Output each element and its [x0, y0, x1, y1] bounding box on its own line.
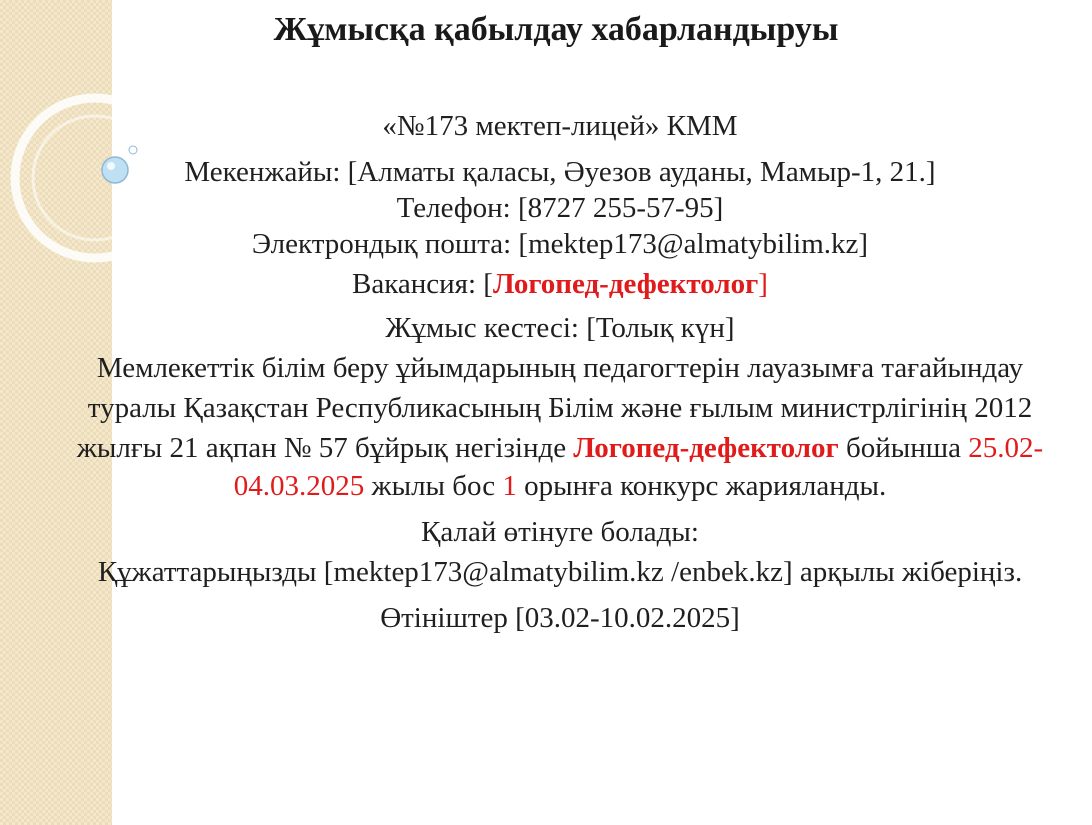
body-line-4-suffix: орынға конкурс жарияланды.	[516, 470, 887, 502]
phone-line: Телефон: [8727 255-57-95]	[396, 192, 724, 224]
body-line-1: Мемлекеттік білім беру ұйымдарының педагогтерін лауазымға тағайындау	[96, 352, 1024, 384]
schedule-line: Жұмыс кестесі: [Толық күн]	[385, 312, 735, 344]
body-line-3-mid: бойынша	[838, 432, 969, 464]
body-date-start: 25.02-	[968, 432, 1044, 464]
body-line-4-mid: жылы бос	[364, 470, 503, 502]
body-line-4	[20, 470, 1092, 503]
body-line-3	[20, 432, 1092, 465]
vacancy-value: Логопед-дефектолог	[492, 268, 759, 300]
body-date-end: 04.03.2025	[233, 470, 365, 502]
vacancy-prefix: Вакансия: [	[352, 268, 493, 300]
address-line: Мекенжайы: [Алматы қаласы, Әуезов ауданы, Мамыр-1, 21.]	[184, 156, 936, 188]
applications-line: Өтініштер [03.02-10.02.2025]	[380, 602, 740, 634]
email-line: Электрондық пошта: [mektep173@almatybilim.kz]	[251, 228, 869, 260]
body-vacancy-count: 1	[502, 470, 517, 502]
how-to-apply-line: Қалай өтінуге болады:	[421, 516, 699, 548]
documents-line: Құжаттарыңызды [mektep173@almatybilim.kz /enbek.kz] арқылы жіберіңіз.	[97, 556, 1023, 588]
vacancy-line	[20, 268, 1092, 301]
body-line-2: туралы Қазақстан Республикасының Білім және ғылым министрлігінің 2012	[87, 392, 1033, 424]
body-position: Логопед-дефектолог	[573, 432, 839, 464]
vacancy-suffix: ]	[758, 268, 768, 300]
body-line-3-prefix: жылғы 21 ақпан № 57 бұйрық негізінде	[76, 432, 574, 464]
page-title: Жұмысқа қабылдау хабарландыруы	[273, 11, 839, 48]
organization-line: «№173 мектеп-лицей» КММ	[382, 110, 738, 142]
